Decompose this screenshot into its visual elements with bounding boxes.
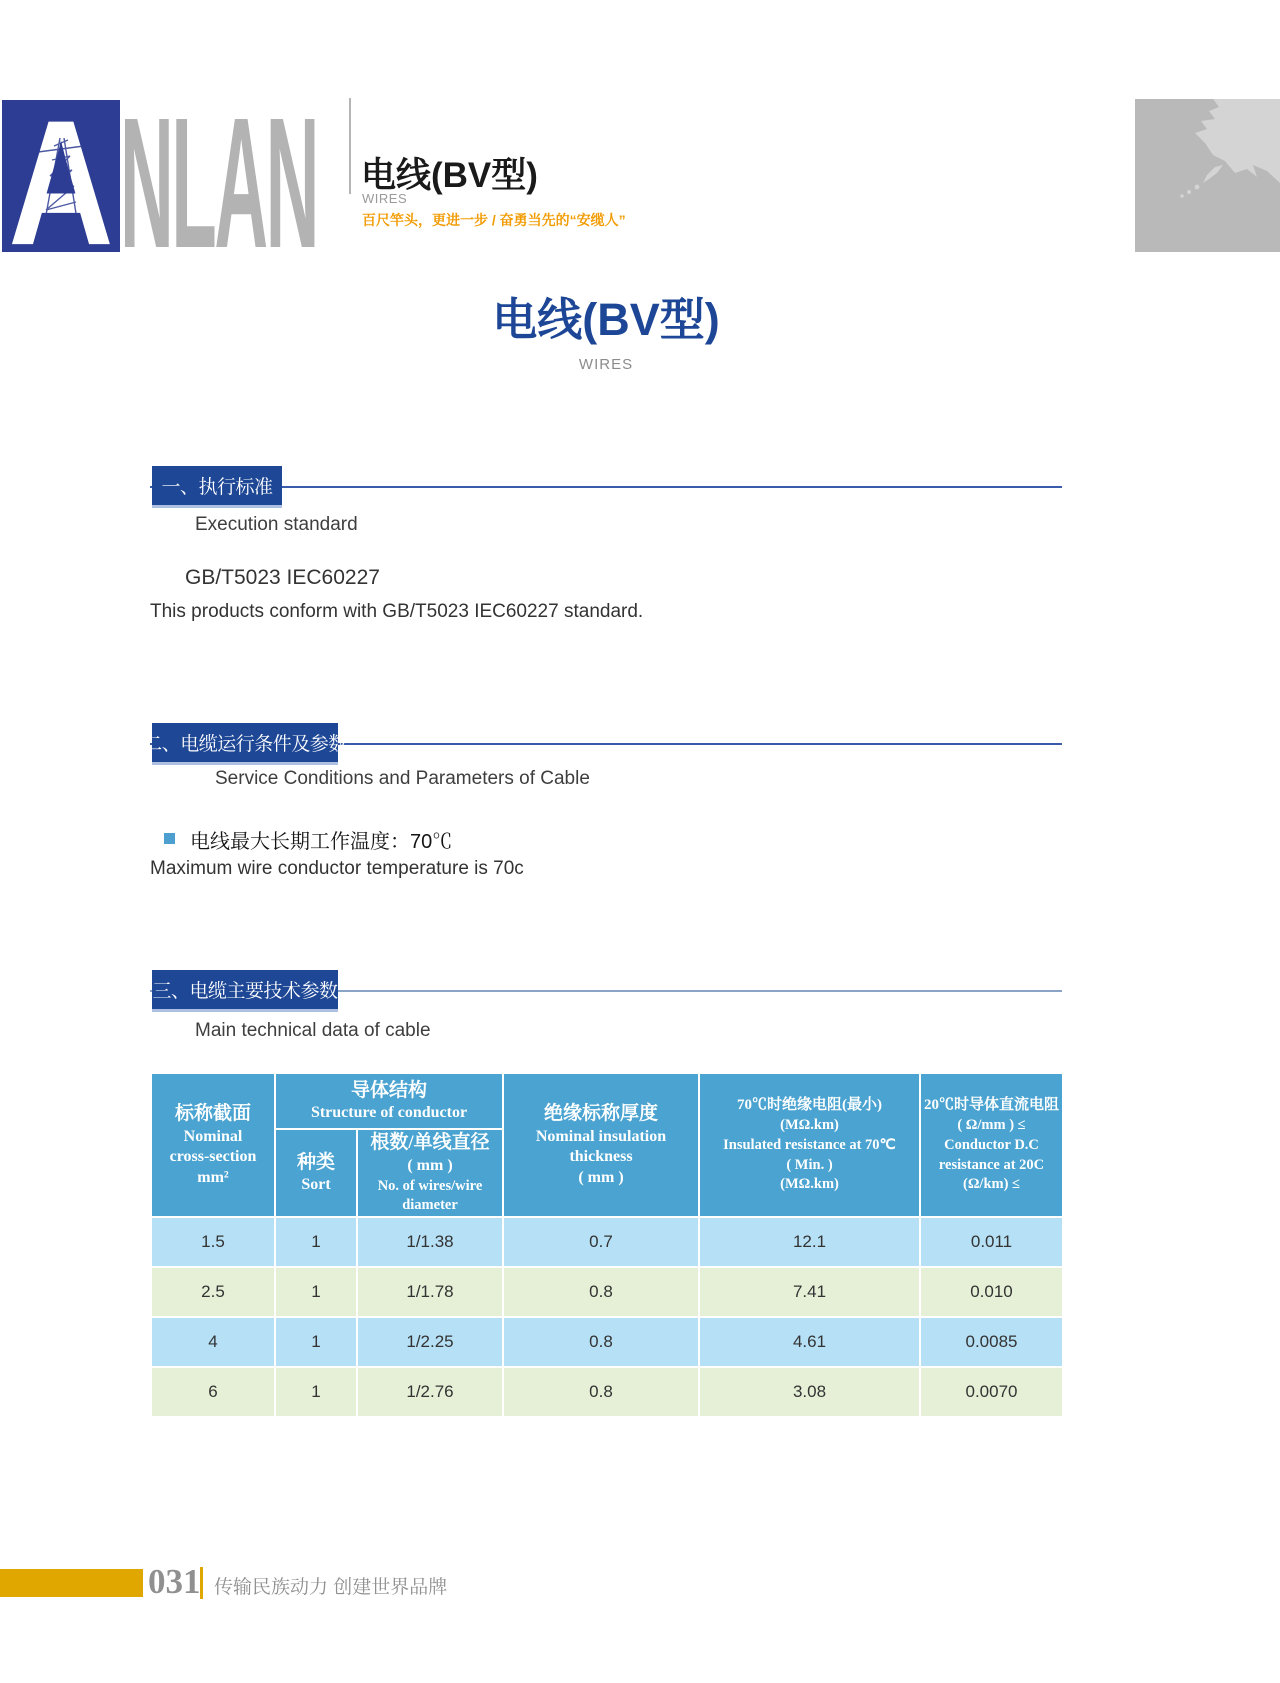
table-cell: 1/1.78 [357, 1267, 503, 1317]
section-rule [150, 486, 1062, 488]
col-group-structure-of-conductor: 导体结构 Structure of conductor [275, 1073, 503, 1129]
table-row [151, 1267, 1063, 1317]
table-cell: 0.011 [920, 1217, 1063, 1267]
section3-heading: 三、电缆主要技术参数 [152, 970, 338, 1012]
logo-letter-a: A [8, 100, 114, 252]
section1-heading: 一、执行标准 [152, 466, 282, 508]
page-number: 031 [148, 1562, 201, 1601]
anlan-logo-mark [2, 100, 120, 252]
header-divider [349, 98, 351, 194]
table-cell: 1.5 [151, 1217, 275, 1267]
footer-divider [200, 1567, 203, 1599]
table-cell: 1 [275, 1367, 357, 1417]
table-cell: 2.5 [151, 1267, 275, 1317]
section2-heading: 二、电缆运行条件及参数 [152, 723, 338, 765]
table-cell: 6 [151, 1367, 275, 1417]
table-cell: 1/1.38 [357, 1217, 503, 1267]
technical-data-table [150, 1072, 1064, 1418]
standard-description: This products conform with GB/T5023 IEC60227 standard. [150, 601, 644, 622]
section1-subheading: Execution standard [195, 514, 358, 535]
table-cell: 0.8 [503, 1267, 699, 1317]
table-cell: 0.8 [503, 1317, 699, 1367]
table-cell: 0.8 [503, 1367, 699, 1417]
transmission-tower-icon [30, 130, 92, 230]
bullet-square-icon [164, 833, 175, 844]
col-header-nominal-cross-section: 标称截面 Nominal cross-section mm² [151, 1073, 275, 1217]
table-cell: 0.010 [920, 1267, 1063, 1317]
table-cell: 12.1 [699, 1217, 920, 1267]
anlan-logo-text: NLAN [120, 80, 318, 287]
table-cell: 4 [151, 1317, 275, 1367]
col-header-insulation-thickness: 绝缘标称厚度 Nominal insulation thickness ( mm ) [503, 1073, 699, 1217]
standard-codes: GB/T5023 IEC60227 [185, 566, 380, 589]
table-cell: 0.0070 [920, 1367, 1063, 1417]
table-cell: 0.7 [503, 1217, 699, 1267]
table-row [151, 1217, 1063, 1267]
table-cell: 4.61 [699, 1317, 920, 1367]
alaska-map-shape [1135, 99, 1280, 252]
max-temperature-en: Maximum wire conductor temperature is 70c [150, 858, 524, 879]
table-cell: 1 [275, 1317, 357, 1367]
max-temperature-zh: 电线最大长期工作温度：70℃ [190, 831, 453, 853]
table-row [151, 1367, 1063, 1417]
table-cell: 1/2.76 [357, 1367, 503, 1417]
table-row [151, 1317, 1063, 1367]
table-cell: 1 [275, 1267, 357, 1317]
header-tagline: 百尺竿头，更进一步 / 奋勇当先的“安缆人” [362, 212, 626, 228]
page-title-sub: WIRES [578, 356, 634, 373]
col-header-dc-resistance: 20℃时导体直流电阻 ( Ω/mm ) ≤ Conductor D.C resistance at 20C (Ω/km) ≤ [920, 1073, 1063, 1217]
footer-slogan: 传输民族动力 创建世界品牌 [214, 1577, 448, 1598]
col-header-sort: 种类 Sort [275, 1129, 357, 1217]
page-title: 电线(BV型) [492, 294, 720, 345]
table-cell: 1 [275, 1217, 357, 1267]
col-header-insulation-resistance: 70℃时绝缘电阻(最小) (MΩ.km) Insulated resistance at 70℃ ( Min. ) (MΩ.km) [699, 1073, 920, 1217]
header-product-title: 电线(BV型) [361, 156, 538, 195]
table-cell: 1/2.25 [357, 1317, 503, 1367]
table-cell: 3.08 [699, 1367, 920, 1417]
section3-subheading: Main technical data of cable [195, 1020, 431, 1041]
col-header-wires-diameter: 根数/单线直径 ( mm ) No. of wires/wire diameter [357, 1129, 503, 1217]
table-cell: 0.0085 [920, 1317, 1063, 1367]
map-image [1135, 99, 1280, 252]
footer-gold-bar [0, 1569, 143, 1597]
table-cell: 7.41 [699, 1267, 920, 1317]
header-product-subtitle: WIRES [362, 191, 408, 206]
section2-subheading: Service Conditions and Parameters of Cable [215, 768, 590, 789]
